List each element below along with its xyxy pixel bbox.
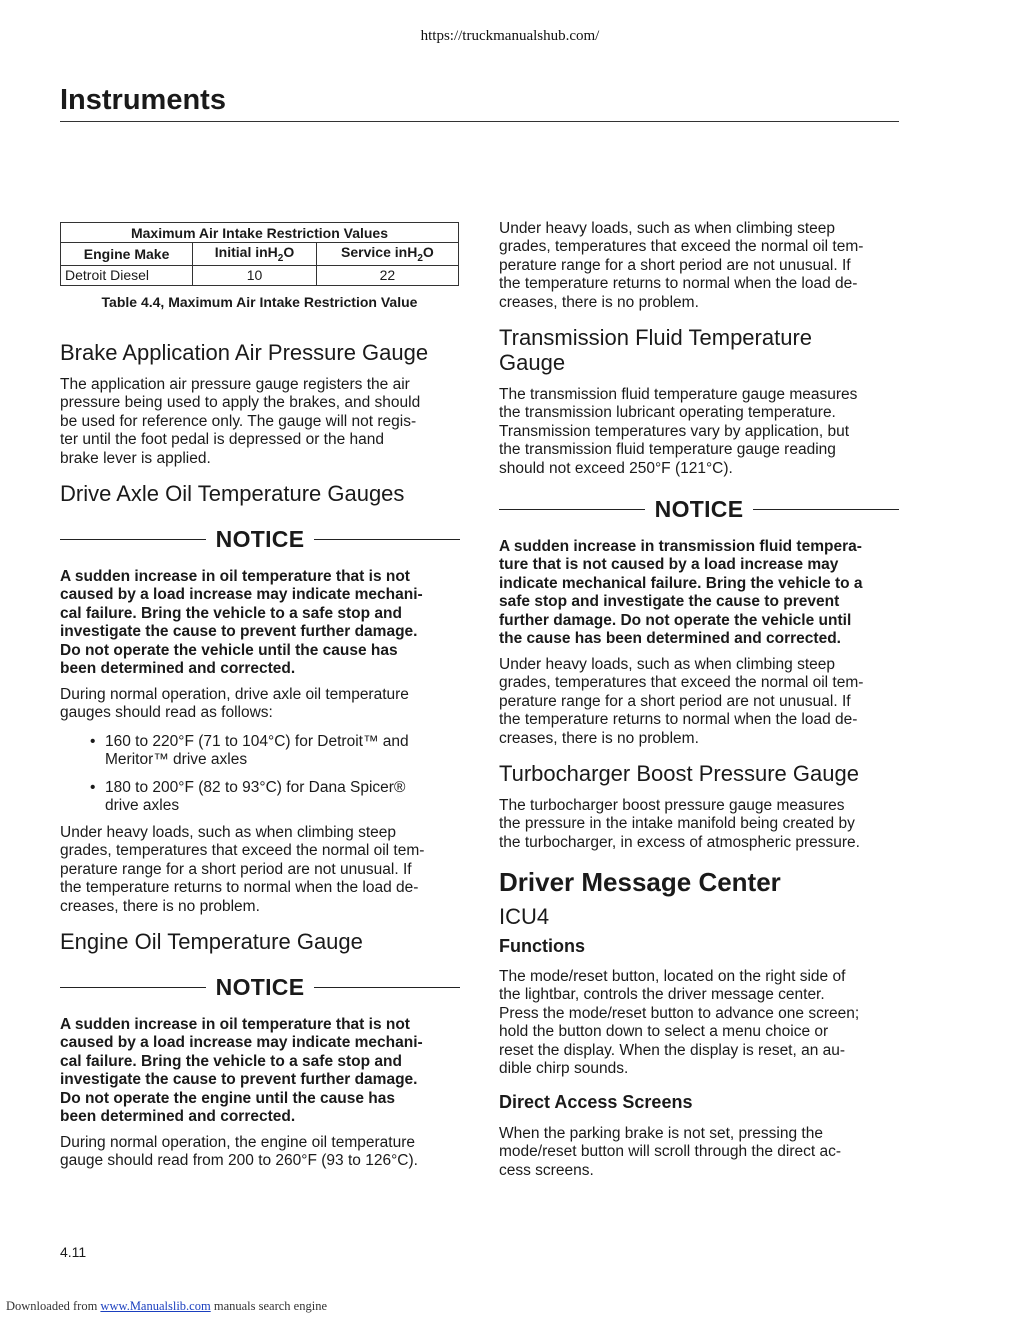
source-url: https://truckmanualshub.com/ [420, 28, 600, 44]
download-footer [6, 1299, 327, 1314]
direct-access-heading: Direct Access Screens [499, 1092, 693, 1112]
footer-suffix: manuals search engine [213, 1299, 327, 1313]
table-title: Maximum Air Intake Restriction Values [61, 223, 459, 243]
page-number: 4.11 [60, 1244, 87, 1260]
notice-banner [499, 494, 899, 524]
table-cell: 10 [193, 265, 317, 285]
notice-label: NOTICE [215, 525, 305, 552]
notice-banner [60, 524, 460, 554]
table-header-service: Service inH$_2$O [316, 243, 458, 266]
table-row [61, 265, 459, 285]
footer-prefix: Downloaded from [6, 1299, 98, 1313]
driver-message-center-heading: Driver Message Center [499, 867, 781, 897]
notice-label: NOTICE [215, 973, 305, 1000]
drive-axle-notice-text: A sudden increase in oil temperature that is not caused by a load increase may indicate mechani- cal failure. Bring the vehicle to a safe stop and investigate the cause to prevent further damage. Do not operate the vehicle until the cause has been determined and corrected. [60, 568, 423, 678]
transmission-heading: Transmission Fluid Temperature Gauge [499, 325, 813, 375]
drive-axle-heavy-load-text: Under heavy loads, such as when climbing steep grades, temperatures that exceed the normal oil tem- perature range for a short period are not unusual. If the temperature returns to normal when the load de- creases, there is no problem. [60, 824, 425, 915]
drive-axle-bullets [60, 733, 460, 816]
engine-oil-heading: Engine Oil Temperature Gauge [60, 929, 363, 954]
functions-text: The mode/reset button, located on the right side of the lightbar, controls the driver message center. Press the mode/reset button to advance one screen; hold the button down to select a menu choice or reset the display. When the display is reset, an au- dible chirp sounds. [499, 968, 860, 1078]
page-title: Instruments [60, 84, 226, 116]
heavy-load-text: Under heavy loads, such as when climbing steep grades, temperatures that exceed the normal oil tem- perature range for a short period are not unusual. If the temperature returns to normal when the load de- creases, there is no problem. [499, 220, 864, 311]
transmission-text: The transmission fluid temperature gauge measures the transmission lubricant operating temperature. Transmission temperatures vary by application, but the transmission fluid temperature gauge reading should not exceed 250°F (121°C). [499, 386, 858, 477]
table-header-engine-make: Engine Make [61, 243, 193, 266]
drive-axle-heading: Drive Axle Oil Temperature Gauges [60, 481, 405, 506]
list-item: • 160 to 220°F (71 to 104°C) for Detroit™ and Meritor™ drive axles [90, 733, 409, 769]
brake-gauge-text: The application air pressure gauge registers the air pressure being used to apply the brakes, and should be used for reference only. The gauge will not regis- ter until the foot pedal is depressed or the hand brake lever is applied. [60, 376, 421, 467]
engine-oil-notice-text: A sudden increase in oil temperature that is not caused by a load increase may indicate mechani- cal failure. Bring the vehicle to a safe stop and investigate the cause to prevent further damage. Do not operate the engine until the cause has been determined and corrected. [60, 1016, 423, 1126]
functions-heading: Functions [499, 936, 585, 956]
direct-access-text: When the parking brake is not set, pressing the mode/reset button will scroll through the direct ac- cess screens. [499, 1125, 842, 1179]
transmission-notice-text: A sudden increase in transmission fluid tempera- ture that is not caused by a load increase may indicate mechanical failure. Bring the vehicle to a safe stop and investigate the cause to prevent further damage. Do not operate the vehicle until the cause has been determined and corrected. [499, 538, 863, 648]
transmission-heavy-load-text: Under heavy loads, such as when climbing steep grades, temperatures that exceed the normal oil tem- perature range for a short period are not unusual. If the temperature returns to normal when the load de- creases, there is no problem. [499, 656, 864, 747]
manualslib-link[interactable]: www.Manualslib.com [100, 1299, 211, 1313]
title-rule [60, 121, 899, 122]
notice-banner [60, 972, 460, 1002]
table-header-initial: Initial inH$_2$O [193, 243, 317, 266]
turbo-text: The turbocharger boost pressure gauge measures the pressure in the intake manifold being created by the turbocharger, in excess of atmospheric pressure. [499, 797, 860, 851]
drive-axle-normal-text: During normal operation, drive axle oil temperature gauges should read as follows: [60, 686, 409, 722]
table-cell: 22 [316, 265, 458, 285]
table-cell: Detroit Diesel [61, 265, 193, 285]
air-intake-table [60, 222, 459, 286]
engine-oil-normal-text: During normal operation, the engine oil temperature gauge should read from 200 to 260°F (93 to 126°C). [60, 1134, 418, 1170]
table-caption: Table 4.4, Maximum Air Intake Restriction Value [101, 294, 418, 310]
brake-gauge-heading: Brake Application Air Pressure Gauge [60, 340, 429, 365]
list-item: • 180 to 200°F (82 to 93°C) for Dana Spicer® drive axles [90, 778, 406, 815]
turbo-heading: Turbocharger Boost Pressure Gauge [499, 761, 859, 786]
notice-label: NOTICE [654, 495, 744, 522]
icu4-heading: ICU4 [499, 904, 550, 929]
